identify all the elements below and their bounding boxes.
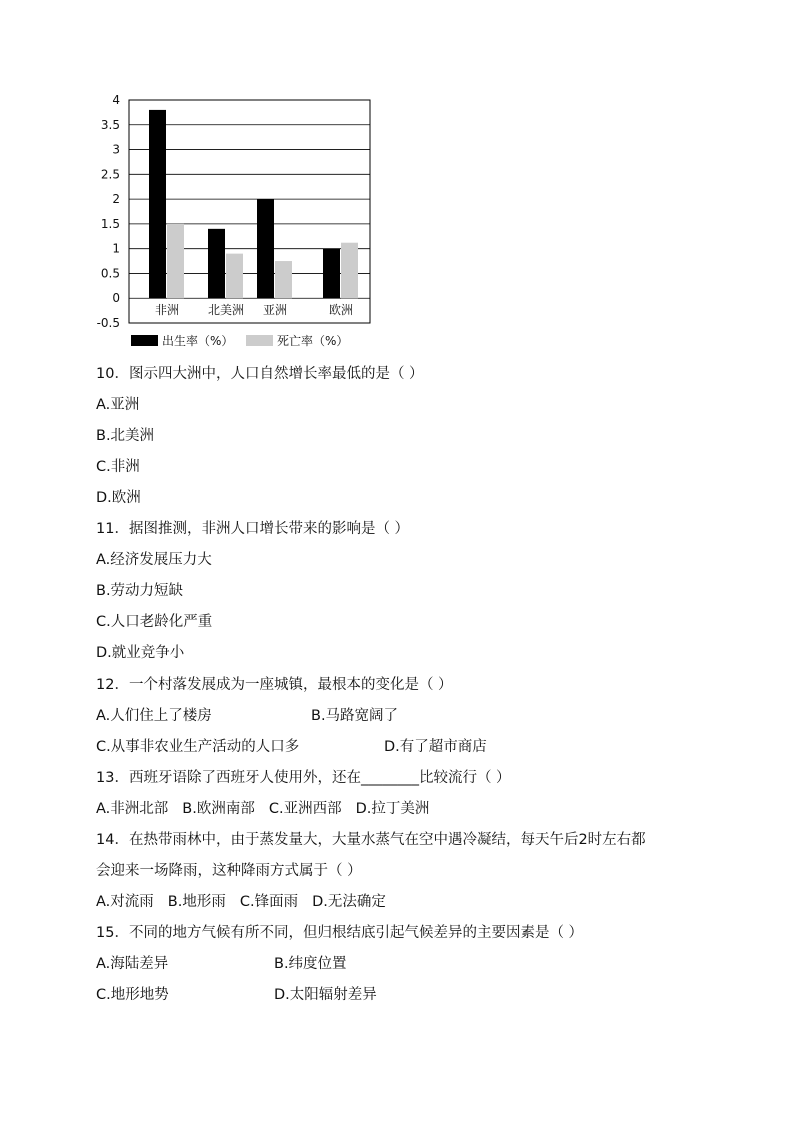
question-13-option-c: C.亚洲西部 [268,801,342,817]
question-12-option-b: B.马路宽阔了 [311,708,399,724]
birth-death-rate-chart [96,94,386,356]
question-12-option-c: C.从事非农业生产活动的人口多 [96,739,300,755]
question-15-option-a: A.海陆差异 [96,956,169,972]
y-tick-label: 1.5 [100,216,120,231]
legend-swatch [131,335,158,346]
y-tick-label: 3 [112,142,120,157]
question-14-option-d: D.无法确定 [312,894,386,910]
y-tick-label: 3.5 [100,117,120,132]
question-13-option-a: A.非洲北部 [96,801,169,817]
question-10-option-c: C.非洲 [96,459,140,475]
question-15-options-row1 [96,954,347,974]
question-15-option-c: C.地形地势 [96,987,169,1003]
y-tick-label: 2 [112,192,120,207]
question-12-option-d: D.有了超市商店 [384,739,487,755]
question-12-options-row1 [96,706,399,726]
bar [341,243,358,299]
question-14-option-a: A.对流雨 [96,894,154,910]
bar [208,229,225,298]
question-11-option-b: B.劳动力短缺 [96,583,184,599]
y-tick-label: 2.5 [100,167,120,182]
question-10-option-b: B.北美洲 [96,428,155,444]
question-12-option-a: A.人们住上了楼房 [96,708,212,724]
question-14-option-b: B.地形雨 [167,894,226,910]
question-15-stem: 15．不同的地方气候有所不同，但归根结底引起气候差异的主要因素是（ ） [96,925,584,941]
question-13-option-b: B.欧洲南部 [182,801,255,817]
question-14-stem: 14．在热带雨林中，由于蒸发量大，大量水蒸气在空中遇冷凝结，每天午后2时左右都 [96,832,646,848]
question-10-option-d: D.欧洲 [96,490,141,506]
y-tick-label: -0.5 [96,316,120,330]
question-13-stem: 13．西班牙语除了西班牙人使用外，还在________比较流行（ ） [96,770,511,786]
question-11-option-a: A.经济发展压力大 [96,552,212,568]
x-category-label: 欧洲 [328,303,354,317]
legend-label: 出生率（%） [162,334,234,348]
x-category-label: 北美洲 [207,303,245,317]
bar [323,249,340,299]
bar [167,224,184,298]
question-11-option-c: C.人口老龄化严重 [96,614,213,630]
question-12-options-row2 [96,737,487,757]
question-12-stem: 12．一个村落发展成为一座城镇，最根本的变化是（ ） [96,677,453,693]
y-tick-label: 0 [112,291,120,306]
y-tick-label: 1 [112,241,120,256]
question-13-option-d: D.拉丁美洲 [355,801,430,817]
question-15-option-b: B.纬度位置 [274,956,347,972]
question-13-options [96,799,429,819]
bar [226,254,243,299]
bar [275,261,292,298]
question-15-option-d: D.太阳辐射差异 [274,987,377,1003]
bar [257,199,274,298]
question-10-stem: 10．图示四大洲中，人口自然增长率最低的是（ ） [96,366,424,382]
y-tick-label: 4 [112,94,120,107]
legend-label: 死亡率（%） [277,334,349,348]
question-14-stem-cont: 会迎来一场降雨，这种降雨方式属于（ ） [96,863,362,879]
y-tick-label: 0.5 [100,266,120,281]
question-11-stem: 11．据图推测，非洲人口增长带来的影响是（ ） [96,521,410,537]
bar [149,110,166,298]
question-14-option-c: C.锋面雨 [239,894,299,910]
x-category-label: 亚洲 [262,303,288,317]
question-15-options-row2 [96,985,377,1005]
question-14-options [96,892,386,912]
legend-swatch [246,335,273,346]
x-category-label: 非洲 [154,303,180,317]
question-10-option-a: A.亚洲 [96,397,140,413]
question-11-option-d: D.就业竞争小 [96,645,185,661]
